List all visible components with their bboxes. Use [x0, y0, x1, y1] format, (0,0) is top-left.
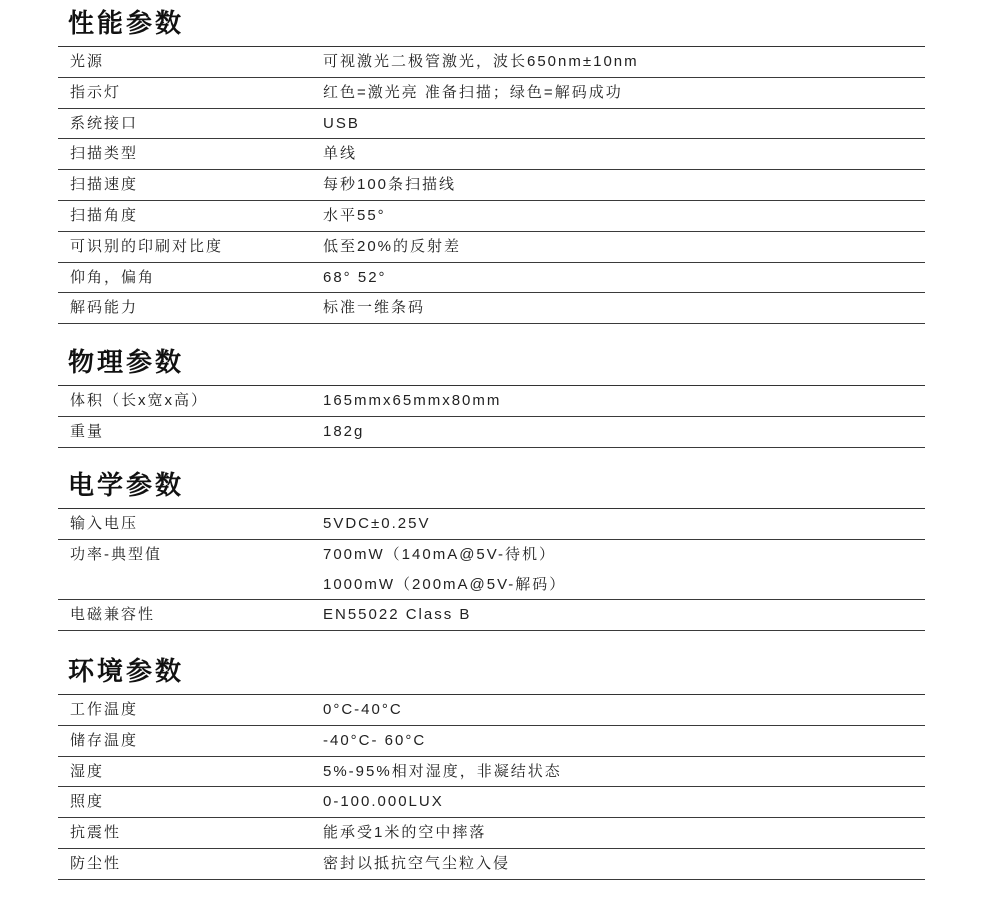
- power-typical-row: [58, 540, 925, 601]
- electrical-section: [58, 462, 925, 631]
- interface-label: 系统接口: [70, 114, 139, 132]
- input-voltage-row: [58, 509, 925, 540]
- light-source-label: 光源: [70, 53, 105, 70]
- emc-value: EN55022 Class B: [323, 606, 472, 624]
- print-contrast-value: 低至20%的反射差: [323, 237, 462, 255]
- interface-value: USB: [323, 114, 360, 132]
- shock-resistance-value: 能承受1米的空中摔落: [323, 824, 487, 842]
- pitch-skew-row: [58, 263, 925, 294]
- dimensions-row: [58, 386, 925, 417]
- weight-row: [58, 417, 925, 448]
- environmental-section: [58, 648, 925, 880]
- storage-temp-label: 储存温度: [70, 731, 139, 749]
- light-source-row: [58, 47, 925, 78]
- illuminance-row: [58, 787, 925, 818]
- physical-section: [58, 339, 925, 448]
- scan-type-label: 扫描类型: [70, 145, 139, 163]
- input-voltage-value: 5VDC±0.25V: [323, 515, 431, 532]
- storage-temp-row: [58, 726, 925, 757]
- scan-speed-value: 每秒100条扫描线: [323, 176, 457, 194]
- scan-type-value: 单线: [323, 145, 358, 163]
- scan-speed-label: 扫描速度: [70, 176, 139, 194]
- physical-section-title: 物理参数: [58, 339, 925, 386]
- indicator-label: 指示灯: [70, 83, 122, 101]
- illuminance-value: 0-100.000LUX: [323, 793, 444, 811]
- shock-resistance-label: 抗震性: [70, 824, 122, 842]
- indicator-row: [58, 78, 925, 109]
- light-source-value: 可视激光二极管激光，波长650nm±10nm: [323, 53, 639, 70]
- decode-capability-row: [58, 293, 925, 324]
- dust-resistance-row: [58, 849, 925, 880]
- performance-section: [58, 0, 925, 324]
- humidity-label: 湿度: [70, 762, 105, 780]
- power-typical-label: 功率-典型值: [70, 545, 162, 563]
- humidity-row: [58, 757, 925, 788]
- power-standby-value: 700mW（140mA@5V-待机）: [323, 545, 556, 563]
- pitch-skew-label: 仰角，偏角: [70, 268, 156, 286]
- pitch-skew-value: 68° 52°: [323, 268, 387, 286]
- dust-resistance-value: 密封以抵抗空气尘粒入侵: [323, 854, 511, 872]
- interface-row: [58, 109, 925, 140]
- input-voltage-label: 输入电压: [70, 515, 139, 532]
- decode-capability-value: 标准一维条码: [323, 299, 426, 317]
- dimensions-value: 165mmx65mmx80mm: [323, 392, 502, 409]
- scan-angle-row: [58, 201, 925, 232]
- scan-speed-row: [58, 170, 925, 201]
- operating-temp-row: [58, 695, 925, 726]
- weight-value: 182g: [323, 422, 365, 440]
- dust-resistance-label: 防尘性: [70, 854, 122, 872]
- print-contrast-row: [58, 232, 925, 263]
- decode-capability-label: 解码能力: [70, 299, 139, 317]
- dimensions-label: 体积（长x宽x高）: [70, 392, 209, 409]
- indicator-value: 红色=激光亮 准备扫描；绿色=解码成功: [323, 83, 623, 101]
- emc-row: [58, 600, 925, 631]
- emc-label: 电磁兼容性: [70, 606, 156, 624]
- storage-temp-value: -40°C- 60°C: [323, 731, 427, 749]
- operating-temp-label: 工作温度: [70, 701, 139, 718]
- environmental-section-title: 环境参数: [58, 648, 925, 695]
- scan-type-row: [58, 139, 925, 170]
- weight-label: 重量: [70, 422, 105, 440]
- electrical-section-title: 电学参数: [58, 462, 925, 509]
- power-decode-value: 1000mW（200mA@5V-解码）: [323, 575, 567, 593]
- humidity-value: 5%-95%相对湿度，非凝结状态: [323, 762, 562, 780]
- shock-resistance-row: [58, 818, 925, 849]
- performance-section-title: 性能参数: [58, 0, 925, 47]
- illuminance-label: 照度: [70, 793, 105, 811]
- power-typical-values: [323, 540, 925, 600]
- operating-temp-value: 0°C-40°C: [323, 701, 403, 718]
- scan-angle-value: 水平55°: [323, 206, 386, 224]
- scan-angle-label: 扫描角度: [70, 206, 139, 224]
- print-contrast-label: 可识别的印刷对比度: [70, 237, 224, 255]
